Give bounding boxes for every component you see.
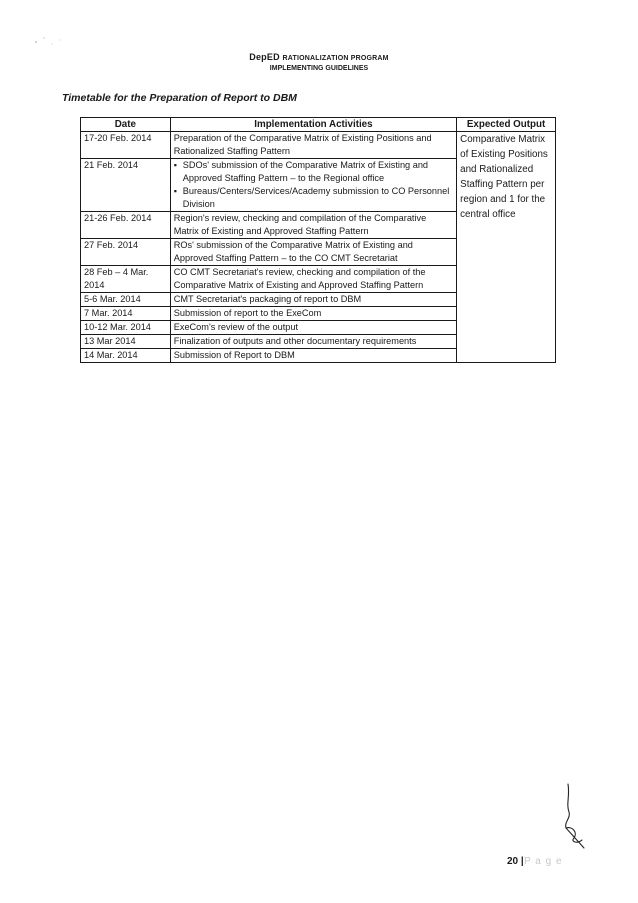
section-title: Timetable for the Preparation of Report to DBM bbox=[62, 92, 297, 104]
activity-cell: Submission of report to the ExeCom bbox=[170, 307, 456, 321]
activity-cell: Preparation of the Comparative Matrix of Existing Positions and Rationalized Staffing Pattern bbox=[170, 132, 456, 159]
activity-cell: ExeCom's review of the output bbox=[170, 321, 456, 335]
document-header bbox=[0, 52, 638, 72]
activity-cell: Submission of Report to DBM bbox=[170, 349, 456, 363]
table-header-row bbox=[81, 118, 556, 132]
activity-cell: CMT Secretariat's packaging of report to DBM bbox=[170, 293, 456, 307]
expected-output-cell: Comparative Matrix of Existing Positions and Rationalized Staffing Pattern per region and 1 for the central office bbox=[457, 132, 556, 363]
column-header-activities: Implementation Activities bbox=[170, 118, 456, 132]
column-header-date: Date bbox=[81, 118, 171, 132]
bullet-item: ▪ Bureaus/Centers/Services/Academy submission to CO Personnel Division bbox=[174, 185, 453, 211]
bullet-item: ▪ SDOs' submission of the Comparative Matrix of Existing and Approved Staffing Pattern – to the Regional office bbox=[174, 159, 453, 185]
handwritten-signature bbox=[560, 782, 590, 852]
date-cell: 5-6 Mar. 2014 bbox=[81, 293, 171, 307]
column-header-output: Expected Output bbox=[457, 118, 556, 132]
header-program: RATIONALIZATION PROGRAM bbox=[282, 55, 389, 62]
page-label: P a g e bbox=[524, 856, 563, 867]
date-cell: 17-20 Feb. 2014 bbox=[81, 132, 171, 159]
date-cell: 7 Mar. 2014 bbox=[81, 307, 171, 321]
activity-cell: Finalization of outputs and other documentary requirements bbox=[170, 335, 456, 349]
activity-cell bbox=[170, 159, 456, 212]
date-cell: 10-12 Mar. 2014 bbox=[81, 321, 171, 335]
activity-cell: ROs' submission of the Comparative Matrix of Existing and Approved Staffing Pattern – to the CO CMT Secretariat bbox=[170, 239, 456, 266]
header-prefix: DepED bbox=[249, 52, 280, 62]
date-cell: 21-26 Feb. 2014 bbox=[81, 212, 171, 239]
table-row bbox=[81, 132, 556, 159]
header-subtitle: IMPLEMENTING GUIDELINES bbox=[269, 65, 369, 72]
program-title bbox=[0, 52, 638, 62]
date-cell: 14 Mar. 2014 bbox=[81, 349, 171, 363]
activity-bullet-list bbox=[174, 159, 453, 211]
date-cell: 27 Feb. 2014 bbox=[81, 239, 171, 266]
date-cell: 13 Mar 2014 bbox=[81, 335, 171, 349]
activity-cell: Region's review, checking and compilation of the Comparative Matrix of Existing and Approved Staffing Pattern bbox=[170, 212, 456, 239]
timetable bbox=[80, 117, 556, 363]
activity-cell: CO CMT Secretariat's review, checking and compilation of the Comparative Matrix of Existing and Approved Staffing Pattern bbox=[170, 266, 456, 293]
date-cell: 21 Feb. 2014 bbox=[81, 159, 171, 212]
page-number: 20 | bbox=[507, 856, 524, 867]
date-cell: 28 Feb – 4 Mar. 2014 bbox=[81, 266, 171, 293]
